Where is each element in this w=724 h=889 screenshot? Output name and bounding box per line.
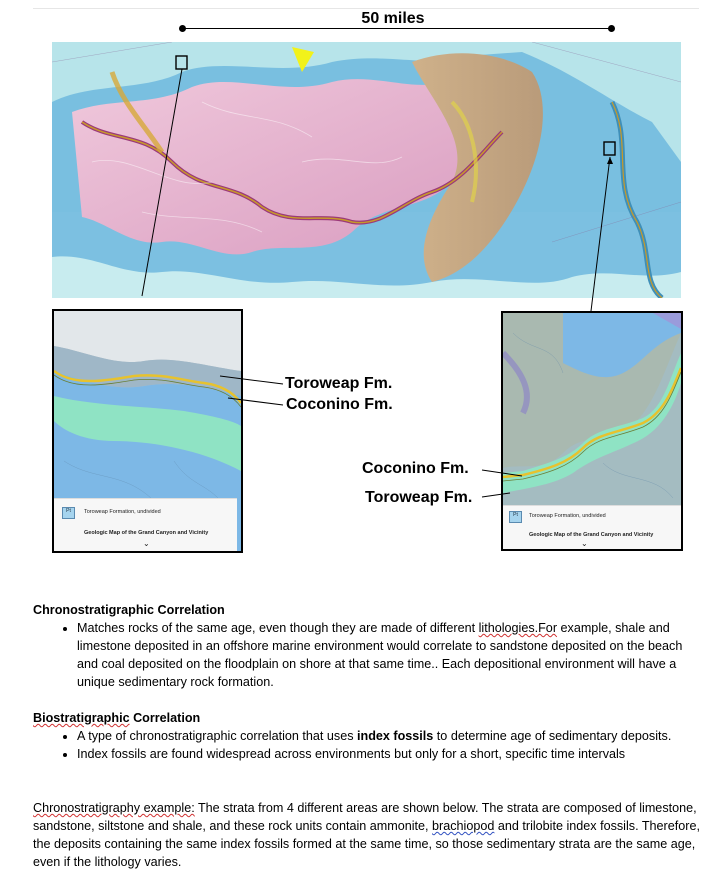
chrono-bullet-1-text-c: example, shale and limestone deposited in an offshore marine environment would correlate to sandstone deposited on the beach and coal deposited on the floodplain on shore at that same time.. Each depositional environment will have a unique sedimentary rock formation. bbox=[77, 621, 683, 689]
callout-coconino-left: Coconino Fm. bbox=[286, 396, 393, 413]
scale-label: 50 miles bbox=[361, 10, 425, 27]
bio-bullet-1-text-c: to determine age of sedimentary deposits. bbox=[433, 729, 672, 743]
legend-map-title: Geologic Map of the Grand Canyon and Vicinity bbox=[529, 532, 654, 538]
left-inset-map bbox=[52, 309, 243, 553]
chrono-title: Chronostratigraphic Correlation bbox=[33, 603, 225, 617]
scale-bar-start-dot bbox=[179, 25, 186, 32]
example-paragraph bbox=[33, 799, 703, 871]
chrono-bullet-1-text-b: lithologies.For bbox=[478, 621, 558, 635]
bio-bullet-1 bbox=[77, 727, 703, 745]
bio-title bbox=[33, 709, 703, 727]
scale-bar bbox=[182, 28, 612, 29]
callout-toroweap-right: Toroweap Fm. bbox=[365, 489, 473, 506]
example-text-b: brachiopod bbox=[432, 819, 495, 833]
callout-coconino-right: Coconino Fm. bbox=[362, 460, 469, 477]
example-label: Chronostratigraphy example: bbox=[33, 801, 195, 815]
legend-unit-label: Toroweap Formation, undivided bbox=[84, 509, 161, 515]
chrono-bullet-1 bbox=[77, 619, 703, 691]
chrono-bullets bbox=[33, 619, 703, 691]
legend-map-title: Geologic Map of the Grand Canyon and Vicinity bbox=[84, 530, 209, 536]
bio-bullets bbox=[33, 727, 703, 763]
bio-section bbox=[33, 709, 703, 763]
bio-bullet-1-text-b: index fossils bbox=[357, 729, 434, 743]
legend-unit-label: Toroweap Formation, undivided bbox=[529, 513, 606, 519]
right-inset-legend bbox=[503, 505, 681, 550]
example-text-c: and trilobite index fossils. Therefore, the deposits containing the same index fossils formed at the same time, so those sedimentary strata are the same age, even if the lithology varies. bbox=[33, 819, 700, 869]
chevron-down-icon[interactable]: ⌄ bbox=[581, 539, 588, 548]
bio-bullet-2: • Index fossils are found widespread across environments but only for a short, specific time intervals bbox=[77, 745, 703, 763]
top-divider bbox=[33, 8, 699, 9]
example-text-a: The strata from 4 different areas are shown below. The strata are composed of limestone, sandstone, siltstone and shale, and these rock units contain ammonite, bbox=[33, 801, 697, 833]
legend-symbol: Pt bbox=[62, 507, 75, 519]
chevron-down-icon[interactable]: ⌄ bbox=[143, 539, 150, 548]
callout-toroweap-left: Toroweap Fm. bbox=[285, 375, 393, 392]
bio-title-b: Correlation bbox=[129, 711, 201, 725]
chrono-bullet-1-text-a: Matches rocks of the same age, even though they are made of different bbox=[77, 621, 479, 635]
grand-canyon-geologic-map bbox=[52, 42, 681, 298]
bio-bullet-1-text-a: A type of chronostratigraphic correlation that uses bbox=[77, 729, 358, 743]
left-inset-legend bbox=[54, 498, 237, 552]
geologic-map-image bbox=[52, 42, 681, 298]
chrono-section bbox=[33, 601, 703, 691]
legend-symbol: Pt bbox=[509, 511, 522, 523]
right-inset-map bbox=[501, 311, 683, 551]
scale-bar-end-dot bbox=[608, 25, 615, 32]
bio-title-a: Biostratigraphic bbox=[33, 711, 130, 725]
